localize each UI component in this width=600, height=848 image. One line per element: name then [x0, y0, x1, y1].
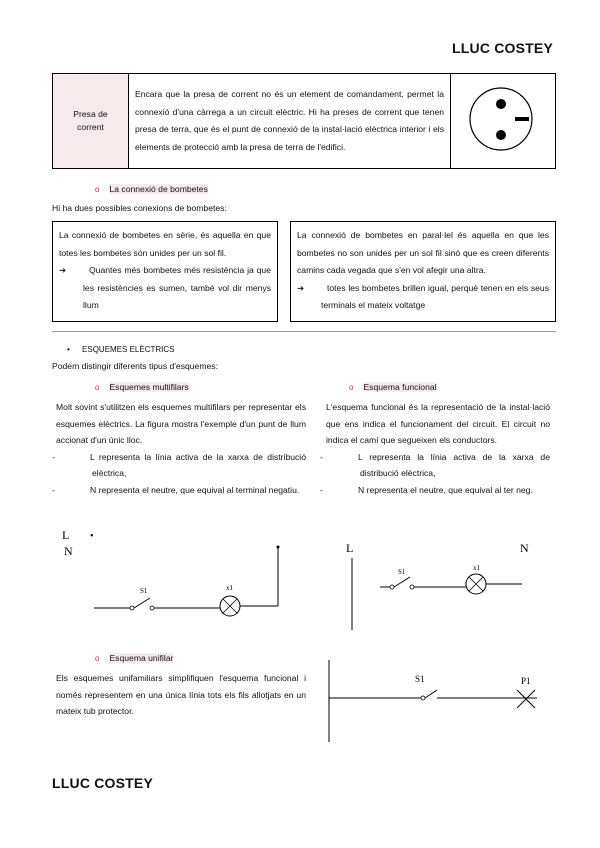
circle-bullet-icon: o	[95, 654, 100, 663]
dash-bullet: -	[320, 451, 323, 462]
switch-label: S1	[398, 568, 406, 576]
multifilars-item-text: L representa la línia activa de la xarxa de distribució elèctrica,	[90, 451, 306, 478]
multifilars-text: Molt sovint s'utilitzen els esquemes multifilars per representar els esquemes elèctrics. La figura mostra l'exemple d'un punt de llum accionat d'un únic lloc.	[56, 402, 306, 445]
esquemes-intro: Podem distingir diferents tipus d'esquemes:	[52, 361, 218, 371]
serie-bullet-text: Quantes més bombetes més resistència ja que les resistències es sumen, també vol dir menys llum	[83, 265, 271, 310]
esquemes-heading-text: ESQUEMES ELÈCTRICS	[82, 345, 175, 354]
switch-label: S1	[415, 674, 425, 684]
parallel-bullet	[297, 280, 549, 315]
funcional-heading-text: Esquema funcional	[363, 382, 437, 392]
multifilar-diagram	[52, 525, 302, 625]
serie-box	[52, 221, 278, 322]
serie-bullet	[59, 262, 271, 315]
lamp-label: P1	[521, 676, 531, 686]
bombetes-heading	[95, 181, 208, 199]
esquemes-heading	[67, 341, 174, 359]
parallel-text: La connexió de bombetes en paral·lel és aquella en que les bombetes no son unides per un sol fil sinó que es creen diferents camins cada vegada que s'en vol afegir una altra.	[297, 230, 549, 275]
funcional-item-text: L representa la línia activa de la xarxa de distribució elèctrica,	[358, 451, 550, 478]
presa-text: Encara que la presa de corrent no és un element de comandament, permet la connexió d'una càrrega a un circuit elèctric. Hi ha preses de corrent que tenen presa de terra, que és el punt de connexió de la instal·lació elèctrica interior i els elements de protecció amb la presa de terra de l'edifici.	[129, 74, 451, 169]
dash-bullet: -	[52, 451, 55, 462]
diagram-label-l: L	[346, 541, 354, 555]
multifilars-item	[52, 482, 306, 499]
dot-bullet-icon: •	[67, 344, 71, 354]
multifilars-item	[52, 449, 306, 482]
bombetes-heading-text: La connexió de bombetes	[109, 184, 208, 194]
presa-label-line1: Presa de	[73, 109, 108, 119]
presa-icon-cell	[451, 74, 556, 169]
funcional-item	[320, 482, 550, 499]
divider	[52, 331, 556, 332]
funcional-item-text: N representa el neutre, que equival al ter neg.	[358, 484, 533, 495]
circle-bullet-icon: o	[95, 383, 100, 392]
diagram-label-n: N	[520, 541, 529, 555]
unifilar-heading	[95, 650, 173, 668]
unifilar-diagram	[325, 660, 555, 742]
diagram-label-l: L	[62, 528, 70, 542]
funcional-body	[320, 399, 550, 498]
socket-icon	[468, 84, 538, 154]
presa-table	[52, 73, 556, 169]
parallel-bullet-text: totes les bombetes brillen igual, perquè tenen en els seus terminals el mateix voltatge	[321, 282, 549, 310]
bombetes-intro: Hi ha dues possibles conexions de bombetes:	[52, 203, 227, 213]
circle-bullet-icon: o	[95, 185, 100, 194]
header-author: LLUC COSTEY	[452, 40, 553, 56]
presa-label-line2: corrent	[77, 122, 104, 132]
lamp-label: x1	[473, 564, 480, 572]
serie-text: La connexió de bombetes en sèrie, és aquella en que totes les bombetes són unides per un sol fil.	[59, 230, 271, 258]
multifilars-heading	[95, 379, 189, 397]
dash-bullet: -	[52, 484, 55, 495]
parallel-box	[290, 221, 556, 322]
funcional-text: L'esquema funcional és la representació de la instal·lació que ens indica el funcionament del circuit. El circuit no indica el camí que segueixen els conductors.	[326, 402, 550, 445]
funcional-diagram	[340, 540, 550, 630]
arrow-icon: ➔	[59, 265, 67, 275]
dot-bullet-icon: •	[90, 531, 94, 542]
circle-bullet-icon: o	[349, 383, 354, 392]
switch-label: S1	[140, 587, 148, 595]
unifilar-heading-text: Esquema unifilar	[109, 653, 174, 663]
lamp-label: x1	[226, 584, 233, 592]
footer-author: LLUC COSTEY	[52, 775, 153, 791]
unifilar-text: Els esquemes unifamiliars simplifiquen l'esquema funcional i només representem en una única línia tots els fils allotjats en un mateix tub protector.	[56, 673, 306, 716]
multifilars-heading-text: Esquemes multifilars	[109, 382, 189, 392]
funcional-item	[320, 449, 550, 482]
funcional-heading	[349, 379, 437, 397]
dash-bullet: -	[320, 484, 323, 495]
multifilars-body	[52, 399, 306, 498]
arrow-icon: ➔	[297, 282, 305, 293]
presa-label-cell	[53, 74, 129, 169]
multifilars-item-text: N representa el neutre, que equival al terminal negatiu.	[90, 484, 300, 495]
diagram-label-n: N	[64, 544, 73, 558]
